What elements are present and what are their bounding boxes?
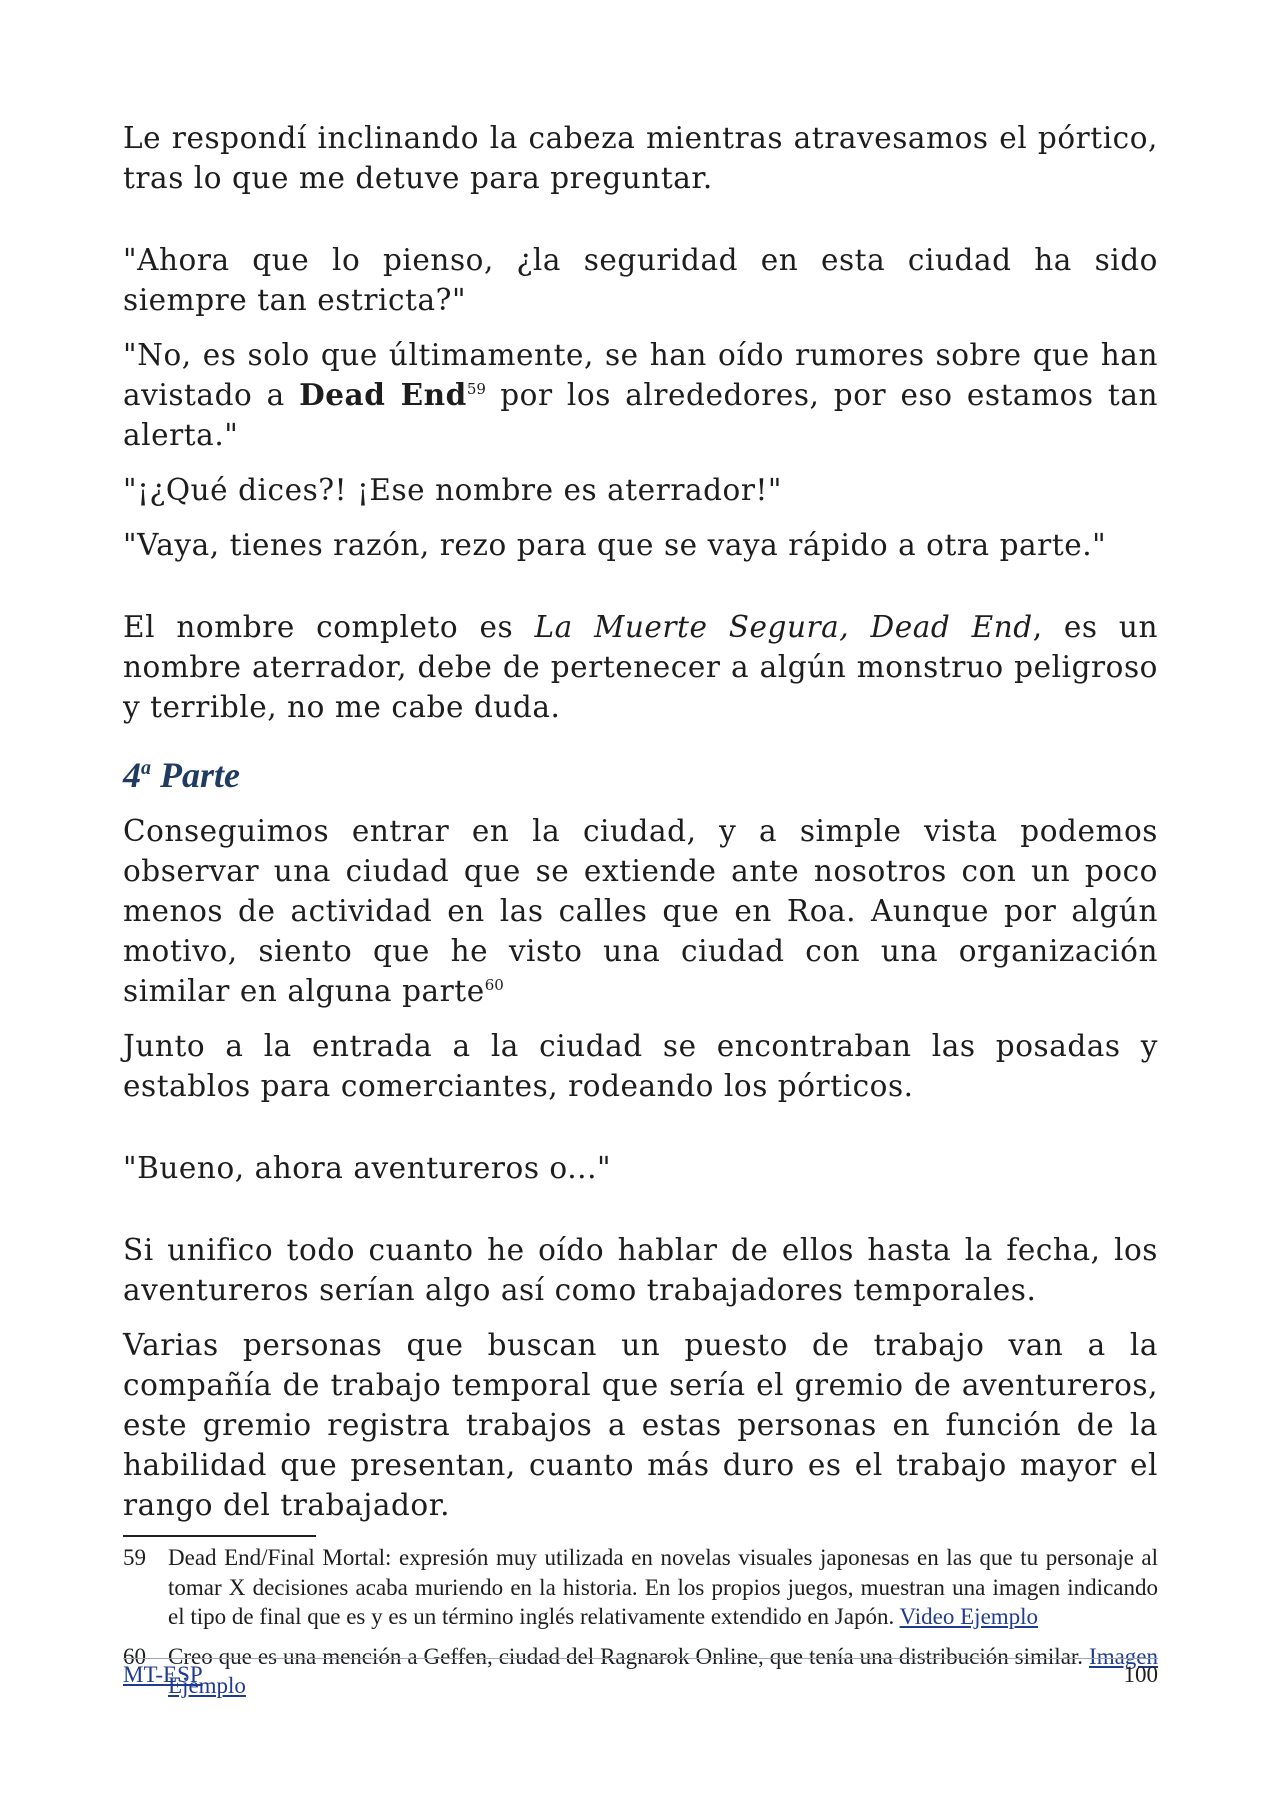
paragraph-5: "Vaya, tienes razón, rezo para que se vaya rápido a otra parte." xyxy=(123,528,1107,562)
paragraph-2: "Ahora que lo pienso, ¿la seguridad en esta ciudad ha sido siempre tan estricta?" xyxy=(123,243,1158,317)
paragraph-10: Si unifico todo cuanto he oído hablar de ellos hasta la fecha, los aventureros serían algo así como trabajadores temporales. xyxy=(123,1233,1158,1307)
paragraph-8: Junto a la entrada a la ciudad se encontraban las posadas y establos para comerciantes, rodeando los pórticos. xyxy=(123,1029,1158,1103)
italic-name: La Muerte Segura, Dead End xyxy=(534,610,1033,644)
dead-end-bold: Dead End xyxy=(299,377,467,412)
page-content xyxy=(123,118,1158,1701)
footnote-ref-59[interactable]: 59 xyxy=(466,380,486,399)
footnote-ref-60[interactable]: 60 xyxy=(484,976,504,995)
paragraph-4: "¡¿Qué dices?! ¡Ese nombre es aterrador!" xyxy=(123,473,783,507)
paragraph-9: "Bueno, ahora aventureros o..." xyxy=(123,1151,612,1185)
paragraph-1: Le respondí inclinando la cabeza mientras atravesamos el pórtico, tras lo que me detuve para preguntar. xyxy=(123,121,1158,195)
page-number: 100 xyxy=(1123,1662,1158,1687)
video-example-link[interactable]: Video Ejemplo xyxy=(899,1604,1039,1629)
page-footer xyxy=(123,1660,1158,1690)
footnote-text: Creo que es una mención a Geffen, ciudad del Ragnarok Online, que tenía una distribución similar. xyxy=(168,1643,1090,1669)
footnote-59 xyxy=(123,1543,1158,1632)
paragraph-3: "No, es solo que últimamente, se han oído rumores sobre que han avistado a Dead End$^{59}$ por los alrededores, por eso estamos tan alerta." xyxy=(123,338,1159,452)
footer-separator xyxy=(123,1658,1158,1659)
footnote-text: Dead End/Final Mortal: expresión muy utilizada en novelas visuales japonesas en las que tu personaje al tomar X decisiones acaba muriendo en la historia. En los propios juegos, muestran una imagen indicando el tipo de final que es y es un término inglés relativamente extendido en Japón. xyxy=(168,1545,1158,1629)
paragraph-11: Varias personas que buscan un puesto de trabajo van a la compañía de trabajo temporal que sería el gremio de aventureros, este gremio registra trabajos a estas personas en función de la habilidad que presentan, cuanto más duro es el trabajo mayor el rango del trabajador. xyxy=(123,1328,1158,1522)
section-heading: 4$^a$ Parte xyxy=(123,755,240,795)
mt-esp-link[interactable]: MT-ESP xyxy=(123,1662,203,1687)
paragraph-7: Conseguimos entrar en la ciudad, y a simple vista podemos observar una ciudad que se extiende ante nosotros con un poco menos de actividad en las calles que en Roa. Aunque por algún motivo, siento que he visto una ciudad con una organización similar en alguna parte$^{60}$ xyxy=(123,814,1158,1008)
image-example-link[interactable]: Imagen Ejemplo xyxy=(168,1643,1158,1698)
footnote-number: 60 xyxy=(123,1643,146,1669)
footnote-separator xyxy=(123,1535,316,1537)
footnote-number: 59 xyxy=(123,1545,146,1570)
paragraph-6: El nombre completo es La Muerte Segura, Dead End, es un nombre aterrador, debe de pertenecer a algún monstruo peligroso y terrible, no me cabe duda. xyxy=(123,610,1159,724)
